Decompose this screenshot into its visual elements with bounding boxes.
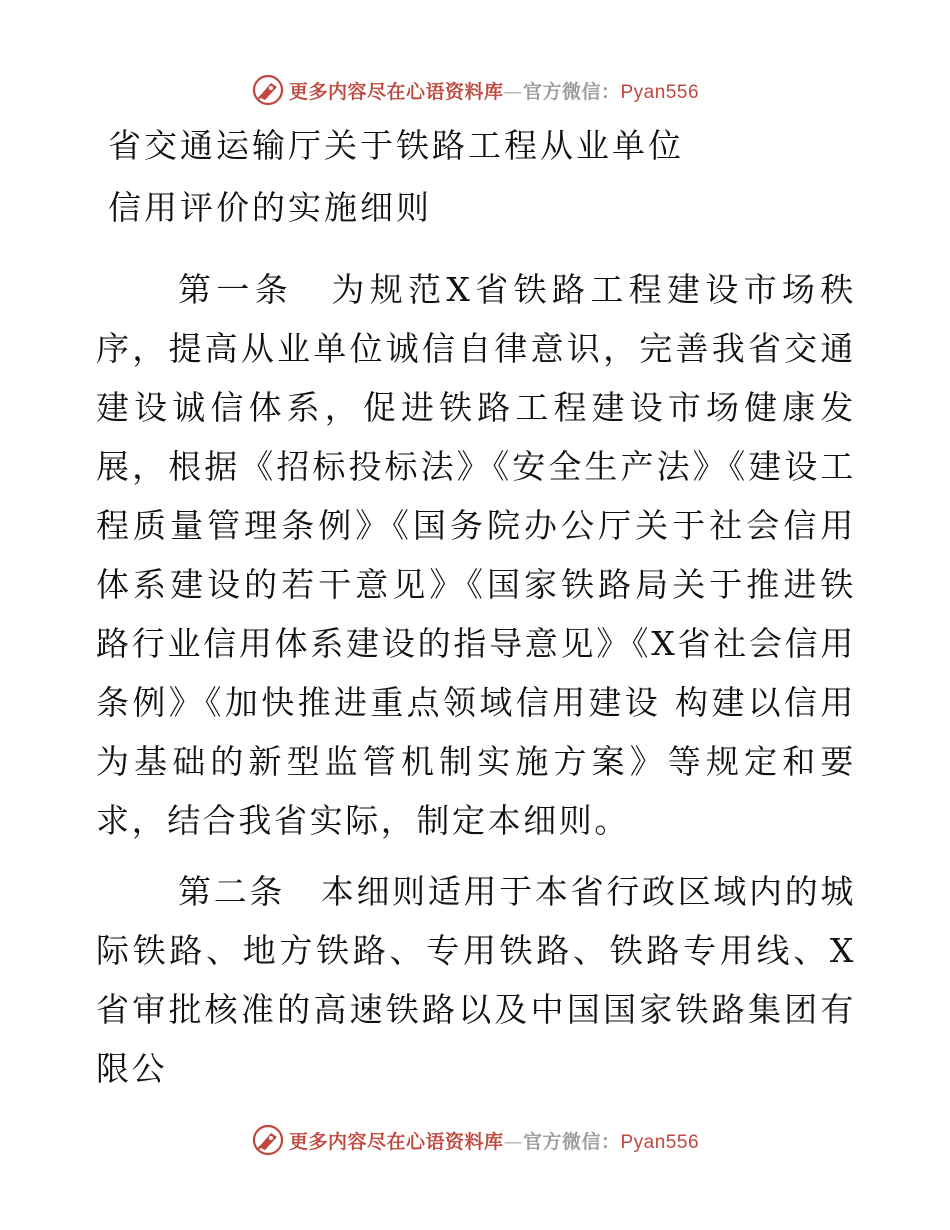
pen-nib-logo-icon: [251, 73, 285, 107]
header-wechat-id: Pyan556: [620, 81, 700, 103]
pen-nib-logo-icon: [251, 1123, 285, 1157]
document-title-line-1: 省交通运输厅关于铁路工程从业单位: [108, 126, 684, 165]
footer-watermark-banner: [0, 1120, 950, 1160]
document-title-line-2: 信用评价的实施细则: [108, 188, 432, 227]
header-watermark-banner: [0, 70, 950, 110]
article-2-paragraph: 第二条 本细则适用于本省行政区域内的城际铁路、地方铁路、专用铁路、铁路专用线、X省审批核准的高速铁路以及中国国家铁路集团有限公: [96, 872, 856, 1088]
header-official-text: 官方微信：: [522, 80, 621, 103]
footer-wechat-id: Pyan556: [620, 1131, 700, 1153]
footer-brand-text: 更多内容尽在心语资料库: [288, 1130, 504, 1153]
header-brand-text: 更多内容尽在心语资料库: [288, 80, 504, 103]
footer-official-text: 官方微信：: [522, 1130, 621, 1153]
document-body: [96, 118, 856, 1098]
header-banner-text: [289, 77, 699, 104]
footer-banner-text: [289, 1127, 699, 1154]
article-1-paragraph: 第一条 为规范X省铁路工程建设市场秩序，提高从业单位诚信自律意识，完善我省交通建设诚信体系，促进铁路工程建设市场健康发展，根据《招标投标法》《安全生产法》《建设工程质量管理条例》《国务院办公厅关于社会信用体系建设的若干意见》《国家铁路局关于推进铁路行业信用体系建设的指导意见》《X省社会信用条例》《加快推进重点领域信用建设 构建以信用为基础的新型监管机制实施方案》等规定和要求，结合我省实际，制定本细则。: [96, 270, 856, 840]
footer-separator: —: [503, 1130, 523, 1153]
header-separator: —: [503, 80, 523, 103]
